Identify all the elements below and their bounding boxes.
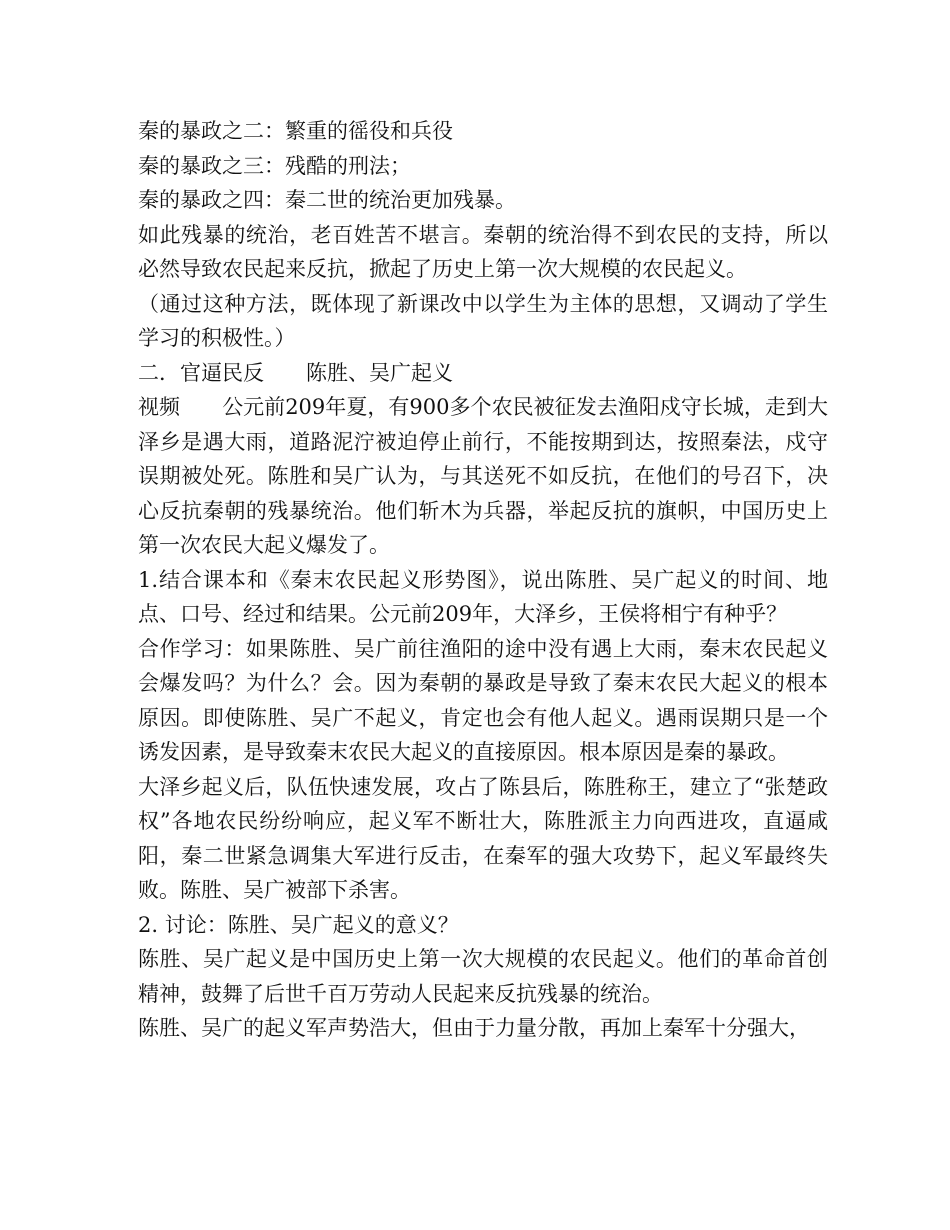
paragraph-question-1: 1.结合课本和《秦末农民起义形势图》，说出陈胜、吴广起义的时间、地点、口号、经过和结果。公元前209年，大泽乡，王侯将相宁有种乎？ <box>138 567 828 626</box>
paragraph-uprising-course: 大泽乡起义后，队伍快速发展，攻占了陈县后，陈胜称王，建立了“张楚政权”各地农民纷纷响应，起义军不断壮大，陈胜派主力向西进攻，直逼咸阳，秦二世紧急调集大军进行反击，在秦军的强大攻势下，起义军最终失败。陈胜、吴广被部下杀害。 <box>138 774 828 902</box>
paragraph-tyranny-4: 秦的暴政之四：秦二世的统治更加残暴。 <box>138 188 516 212</box>
paragraph-tyranny-2: 秦的暴政之二：繁重的徭役和兵役 <box>138 119 453 143</box>
paragraph-video: 视频 公元前209年夏，有900多个农民被征发去渔阳戍守长城，走到大泽乡是遇大雨，道路泥泞被迫停止前行，不能按期到达，按照秦法，戍守误期被处死。陈胜和吴广认为，与其送死不如反抗，在他们的号召下，决心反抗秦朝的残暴统治。他们斩木为兵器，举起反抗的旗帜，中国历史上第一次农民大起义爆发了。 <box>138 395 828 557</box>
paragraph-cooperative-learning: 合作学习：如果陈胜、吴广前往渔阳的途中没有遇上大雨，秦末农民起义会爆发吗？为什么？会。因为秦朝的暴政是导致了秦末农民大起义的根本原因。即使陈胜、吴广不起义，肯定也会有他人起义。遇雨误期只是一个诱发因素，是导致秦末农民大起义的直接原因。根本原因是秦的暴政。 <box>138 636 828 764</box>
paragraph-tyranny-3: 秦的暴政之三：残酷的刑法； <box>138 153 411 178</box>
paragraph-teaching-note: （通过这种方法，既体现了新课改中以学生为主体的思想，又调动了学生学习的积极性。） <box>138 291 828 350</box>
section-heading-uprising: 二．官逼民反 陈胜、吴广起义 <box>138 360 453 385</box>
paragraph-question-2: 2. 讨论：陈胜、吴广起义的意义？ <box>138 912 459 937</box>
document-body <box>138 114 828 1046</box>
paragraph-significance: 陈胜、吴广起义是中国历史上第一次大规模的农民起义。他们的革命首创精神，鼓舞了后世千百万劳动人民起来反抗残暴的统治。 <box>138 947 828 1006</box>
paragraph-consequence: 如此残暴的统治，老百姓苦不堪言。秦朝的统治得不到农民的支持，所以必然导致农民起来反抗，掀起了历史上第一次大规模的农民起义。 <box>138 222 828 281</box>
paragraph-failure-cause: 陈胜、吴广的起义军声势浩大，但由于力量分散，再加上秦军十分强大， <box>138 1016 810 1040</box>
